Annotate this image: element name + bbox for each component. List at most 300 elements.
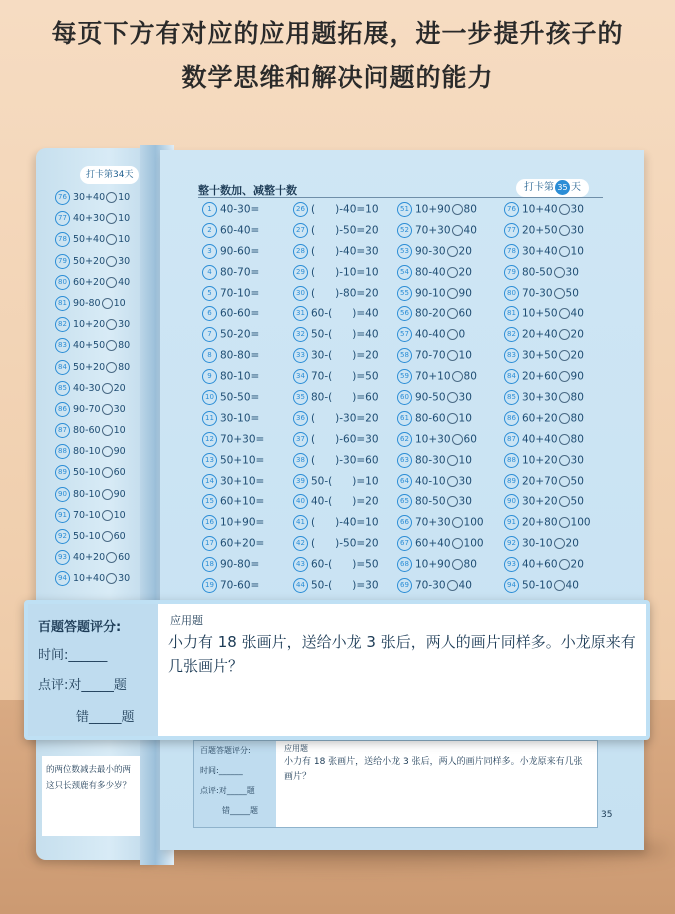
exercise-row — [504, 265, 591, 286]
exercise-expression: 50-10 — [73, 531, 101, 542]
exercise-row — [293, 390, 379, 411]
exercise-compare-value: 90 — [113, 488, 126, 500]
exercise-row — [504, 453, 591, 474]
exercise-expression: 40-10 — [415, 475, 446, 488]
exercise-expression[interactable]: 50-50= — [220, 391, 260, 404]
page-score-time: 时间:______ — [200, 766, 243, 775]
compare-circle[interactable] — [102, 489, 113, 500]
exercise-expression[interactable]: 60-( )=50 — [311, 558, 379, 571]
exercise-expression: 10+90 — [415, 203, 451, 216]
exercise-number: 9 — [202, 369, 217, 384]
exercise-row — [293, 474, 379, 495]
compare-circle[interactable] — [106, 573, 117, 584]
exercise-compare-value: 60 — [118, 552, 131, 564]
exercise-expression[interactable]: 70-60= — [220, 579, 260, 592]
exercise-number: 63 — [397, 453, 412, 468]
exercise-expression: 70-70 — [415, 349, 446, 362]
exercise-row — [202, 494, 264, 515]
exercise-row — [293, 578, 379, 599]
exercise-expression: 90-80 — [73, 297, 101, 309]
compare-circle[interactable] — [102, 404, 113, 415]
exercise-row — [504, 202, 591, 223]
exercise-row — [55, 381, 145, 402]
section-title: 整十数加、减整十数 — [198, 184, 297, 197]
exercise-expression: 80-30 — [415, 454, 446, 467]
exercise-expression: 80-60 — [73, 425, 101, 437]
exercise-expression[interactable]: 40-30= — [220, 203, 260, 216]
compare-circle[interactable] — [559, 517, 570, 528]
exercise-compare-value: 30 — [118, 319, 131, 331]
exercise-row — [293, 223, 379, 244]
exercise-expression[interactable]: 60-60= — [220, 307, 260, 320]
exercise-expression: 90-70 — [73, 403, 101, 415]
exercise-row — [293, 348, 379, 369]
left-exercise-list — [55, 190, 145, 593]
exercise-number: 67 — [397, 536, 412, 551]
compare-circle[interactable] — [106, 277, 117, 288]
exercise-number: 31 — [293, 306, 308, 321]
exercise-compare-value: 10 — [458, 412, 472, 425]
exercise-expression[interactable]: ( )-10=10 — [311, 266, 379, 279]
callout-problem-label: 应用题 — [170, 614, 203, 627]
compare-circle[interactable] — [554, 288, 565, 299]
exercise-row — [504, 557, 591, 578]
compare-circle[interactable] — [452, 204, 463, 215]
compare-circle[interactable] — [106, 256, 117, 267]
exercise-compare-value: 10 — [118, 213, 131, 225]
exercise-expression: 10+40 — [73, 573, 106, 585]
exercise-compare-value: 30 — [570, 203, 584, 216]
page-problem-label: 应用题 — [284, 744, 308, 753]
compare-circle[interactable] — [447, 288, 458, 299]
exercise-expression[interactable]: 50+10= — [220, 454, 265, 467]
exercise-number: 79 — [504, 265, 519, 280]
exercise-number: 78 — [504, 244, 519, 259]
exercise-expression: 40+30 — [73, 213, 106, 225]
exercise-compare-value: 10 — [118, 192, 131, 203]
compare-circle[interactable] — [452, 559, 463, 570]
compare-circle[interactable] — [559, 392, 570, 403]
callout-score-wrong: 错_____题 — [76, 710, 135, 725]
callout-problem-text: 小力有 18 张画片，送给小龙 3 张后，两人的画片同样多。小龙原来有几张画片？ — [168, 633, 636, 675]
exercise-row — [504, 536, 591, 557]
page-score-title: 百题答题评分: — [200, 746, 251, 755]
compare-circle[interactable] — [447, 308, 458, 319]
exercise-number: 65 — [397, 494, 412, 509]
exercise-compare-value: 90 — [458, 287, 472, 300]
right-day-badge — [516, 179, 589, 197]
compare-circle[interactable] — [447, 580, 458, 591]
exercise-number: 1 — [202, 202, 217, 217]
exercise-row — [202, 348, 264, 369]
compare-circle[interactable] — [106, 340, 117, 351]
exercise-row — [504, 494, 591, 515]
exercise-number: 52 — [397, 223, 412, 238]
exercise-expression: 90-50 — [415, 391, 446, 404]
compare-circle[interactable] — [102, 467, 113, 478]
exercise-number: 30 — [293, 286, 308, 301]
exercise-number: 84 — [504, 369, 519, 384]
exercise-row — [55, 529, 145, 550]
exercise-row — [202, 327, 264, 348]
exercise-row — [293, 453, 379, 474]
callout-score-panel — [28, 604, 158, 736]
exercise-row — [293, 515, 379, 536]
exercise-compare-value: 30 — [570, 454, 584, 467]
exercise-number: 34 — [293, 369, 308, 384]
exercise-compare-value: 10 — [570, 245, 584, 258]
exercise-compare-value: 30 — [565, 266, 579, 279]
exercise-number: 43 — [293, 557, 308, 572]
exercise-expression[interactable]: 70+30= — [220, 433, 265, 446]
compare-circle[interactable] — [447, 455, 458, 466]
exercise-number: 18 — [202, 557, 217, 572]
compare-circle[interactable] — [554, 267, 565, 278]
exercise-expression[interactable]: 50-( )=10 — [311, 475, 379, 488]
exercise-compare-value: 40 — [463, 224, 477, 237]
compare-circle[interactable] — [102, 298, 113, 309]
exercise-expression: 70-30 — [522, 287, 553, 300]
exercise-expression[interactable]: ( )-30=20 — [311, 412, 379, 425]
exercise-row — [55, 465, 145, 486]
exercise-expression[interactable]: 50-20= — [220, 328, 260, 341]
exercise-expression[interactable]: 90-80= — [220, 558, 260, 571]
exercise-row — [202, 223, 264, 244]
exercise-number: 86 — [504, 411, 519, 426]
exercise-number: 62 — [397, 432, 412, 447]
exercise-expression[interactable]: ( )-60=30 — [311, 433, 379, 446]
exercise-expression: 10+20 — [522, 454, 558, 467]
exercise-number: 26 — [293, 202, 308, 217]
exercise-row — [55, 508, 145, 529]
exercise-column-3 — [397, 202, 484, 599]
exercise-expression: 70-30 — [415, 579, 446, 592]
exercise-number: 4 — [202, 265, 217, 280]
exercise-number: 91 — [504, 515, 519, 530]
exercise-expression[interactable]: 30-( )=20 — [311, 349, 379, 362]
exercise-number: 88 — [504, 453, 519, 468]
exercise-row — [293, 557, 379, 578]
compare-circle[interactable] — [559, 559, 570, 570]
exercise-number: 41 — [293, 515, 308, 530]
page-score-correct: 点评:对_____题 — [200, 786, 255, 795]
page-word-problem-box — [193, 740, 598, 828]
exercise-expression[interactable]: 50-( )=30 — [311, 579, 379, 592]
exercise-compare-value: 90 — [113, 446, 126, 458]
exercise-compare-value: 30 — [458, 391, 472, 404]
exercise-compare-value: 100 — [463, 537, 484, 550]
compare-circle[interactable] — [554, 538, 565, 549]
exercise-expression: 40+20 — [73, 552, 106, 564]
exercise-row — [397, 327, 484, 348]
compare-circle[interactable] — [452, 538, 463, 549]
compare-circle[interactable] — [447, 392, 458, 403]
exercise-expression: 80-60 — [415, 412, 446, 425]
compare-circle[interactable] — [106, 362, 117, 373]
exercise-number: 7 — [202, 327, 217, 342]
compare-circle[interactable] — [554, 580, 565, 591]
exercise-row — [293, 411, 379, 432]
compare-circle[interactable] — [452, 434, 463, 445]
exercise-row — [504, 286, 591, 307]
exercise-expression[interactable]: 80-( )=60 — [311, 391, 379, 404]
exercise-expression[interactable]: ( )-30=60 — [311, 454, 379, 467]
exercise-compare-value: 80 — [570, 412, 584, 425]
exercise-row — [397, 557, 484, 578]
compare-circle[interactable] — [106, 552, 117, 563]
exercise-row — [293, 286, 379, 307]
exercise-number: 51 — [397, 202, 412, 217]
compare-circle[interactable] — [447, 246, 458, 257]
compare-circle[interactable] — [102, 383, 113, 394]
compare-circle[interactable] — [559, 329, 570, 340]
exercise-number: 77 — [55, 211, 70, 226]
compare-circle[interactable] — [447, 476, 458, 487]
exercise-compare-value: 10 — [458, 454, 472, 467]
exercise-expression: 20+40 — [522, 328, 558, 341]
exercise-row — [55, 232, 145, 253]
exercise-compare-value: 20 — [565, 537, 579, 550]
exercise-number: 28 — [293, 244, 308, 259]
exercise-row — [504, 348, 591, 369]
exercise-expression[interactable]: 60+10= — [220, 495, 265, 508]
compare-circle[interactable] — [452, 371, 463, 382]
exercise-row — [293, 327, 379, 348]
compare-circle[interactable] — [559, 308, 570, 319]
exercise-row — [504, 474, 591, 495]
exercise-expression[interactable]: 50-( )=40 — [311, 328, 379, 341]
page-problem-text: 小力有 18 张画片，送给小龙 3 张后，两人的画片同样多。小龙原来有几张画片？ — [284, 757, 583, 782]
exercise-expression: 60+20 — [522, 412, 558, 425]
compare-circle[interactable] — [452, 517, 463, 528]
exercise-expression: 50-10 — [522, 579, 553, 592]
compare-circle[interactable] — [102, 510, 113, 521]
compare-circle[interactable] — [106, 213, 117, 224]
exercise-compare-value: 20 — [570, 558, 584, 571]
compare-circle[interactable] — [559, 496, 570, 507]
exercise-expression: 20+50 — [522, 224, 558, 237]
exercise-row — [397, 536, 484, 557]
exercise-expression[interactable]: 80-10= — [220, 370, 260, 383]
exercise-compare-value: 30 — [458, 495, 472, 508]
exercise-compare-value: 30 — [458, 475, 472, 488]
exercise-number: 91 — [55, 508, 70, 523]
exercise-expression[interactable]: 30+10= — [220, 475, 265, 488]
exercise-expression[interactable]: ( )-50=20 — [311, 537, 379, 550]
exercise-expression[interactable]: ( )-50=20 — [311, 224, 379, 237]
exercise-compare-value: 40 — [565, 579, 579, 592]
exercise-expression: 40-40 — [415, 328, 446, 341]
exercise-row — [55, 296, 145, 317]
exercise-expression[interactable]: 70-( )=50 — [311, 370, 379, 383]
exercise-expression: 70+30 — [415, 224, 451, 237]
compare-circle[interactable] — [559, 434, 570, 445]
compare-circle[interactable] — [559, 455, 570, 466]
exercise-compare-value: 20 — [458, 245, 472, 258]
exercise-row — [504, 432, 591, 453]
exercise-number: 56 — [397, 306, 412, 321]
exercise-expression[interactable]: 60-( )=40 — [311, 307, 379, 320]
compare-circle[interactable] — [106, 234, 117, 245]
exercise-row — [293, 369, 379, 390]
exercise-compare-value: 80 — [463, 203, 477, 216]
exercise-row — [55, 402, 145, 423]
compare-circle[interactable] — [559, 476, 570, 487]
exercise-expression: 60+40 — [415, 537, 451, 550]
title-divider — [198, 197, 603, 198]
exercise-row — [397, 474, 484, 495]
exercise-number: 55 — [397, 286, 412, 301]
exercise-row — [55, 550, 145, 571]
exercise-number: 79 — [55, 254, 70, 269]
exercise-expression[interactable]: 30-10= — [220, 412, 260, 425]
exercise-number: 83 — [504, 348, 519, 363]
compare-circle[interactable] — [102, 425, 113, 436]
exercise-number: 76 — [55, 190, 70, 205]
exercise-number: 61 — [397, 411, 412, 426]
exercise-number: 94 — [55, 571, 70, 586]
exercise-number: 77 — [504, 223, 519, 238]
compare-circle[interactable] — [559, 350, 570, 361]
exercise-row — [55, 423, 145, 444]
exercise-number: 76 — [504, 202, 519, 217]
compare-circle[interactable] — [106, 319, 117, 330]
exercise-expression: 30+20 — [522, 495, 558, 508]
exercise-expression[interactable]: 80-80= — [220, 349, 260, 362]
compare-circle[interactable] — [106, 192, 117, 203]
exercise-compare-value: 50 — [565, 287, 579, 300]
exercise-expression: 80-50 — [415, 495, 446, 508]
exercise-expression[interactable]: 60-40= — [220, 224, 260, 237]
exercise-number: 89 — [55, 465, 70, 480]
compare-circle[interactable] — [559, 204, 570, 215]
exercise-compare-value: 60 — [113, 467, 126, 479]
exercise-number: 78 — [55, 232, 70, 247]
exercise-row — [55, 571, 145, 592]
exercise-number: 81 — [55, 296, 70, 311]
exercise-expression: 90-10 — [415, 287, 446, 300]
exercise-expression: 10+90 — [415, 558, 451, 571]
compare-circle[interactable] — [559, 371, 570, 382]
compare-circle[interactable] — [447, 329, 458, 340]
exercise-row — [202, 536, 264, 557]
exercise-number: 36 — [293, 411, 308, 426]
badge-prefix: 打卡第 — [524, 182, 554, 193]
exercise-row — [293, 432, 379, 453]
exercise-row — [55, 254, 145, 275]
exercise-column-4 — [504, 202, 591, 599]
exercise-number: 42 — [293, 536, 308, 551]
exercise-row — [202, 453, 264, 474]
exercise-expression: 40-30 — [73, 382, 101, 394]
exercise-number: 5 — [202, 286, 217, 301]
exercise-column-2 — [293, 202, 379, 599]
exercise-number: 39 — [293, 474, 308, 489]
exercise-compare-value: 60 — [458, 307, 472, 320]
compare-circle[interactable] — [447, 413, 458, 424]
compare-circle[interactable] — [102, 446, 113, 457]
headline-line-2: 数学思维和解决问题的能力 — [181, 63, 494, 92]
exercise-row — [397, 244, 484, 265]
exercise-expression[interactable]: 10+90= — [220, 516, 265, 529]
exercise-number: 81 — [504, 306, 519, 321]
compare-circle[interactable] — [559, 413, 570, 424]
exercise-expression: 40+50 — [73, 340, 106, 352]
exercise-number: 84 — [55, 360, 70, 375]
compare-circle[interactable] — [559, 246, 570, 257]
exercise-row — [397, 223, 484, 244]
exercise-expression[interactable]: 60+20= — [220, 537, 265, 550]
compare-circle[interactable] — [447, 267, 458, 278]
exercise-row — [202, 432, 264, 453]
exercise-compare-value: 100 — [570, 516, 591, 529]
exercise-number: 29 — [293, 265, 308, 280]
exercise-number: 12 — [202, 432, 217, 447]
exercise-compare-value: 10 — [118, 234, 131, 246]
exercise-expression[interactable]: ( )-40=10 — [311, 203, 379, 216]
exercise-compare-value: 80 — [118, 361, 131, 373]
exercise-row — [202, 578, 264, 599]
exercise-number: 85 — [55, 381, 70, 396]
exercise-expression: 10+50 — [522, 307, 558, 320]
exercise-expression[interactable]: 40-( )=20 — [311, 495, 379, 508]
exercise-number: 92 — [55, 529, 70, 544]
compare-circle[interactable] — [452, 225, 463, 236]
exercise-expression: 70+10 — [415, 370, 451, 383]
exercise-number: 80 — [55, 275, 70, 290]
compare-circle[interactable] — [447, 350, 458, 361]
exercise-expression[interactable]: ( )-40=10 — [311, 516, 379, 529]
exercise-row — [293, 202, 379, 223]
exercise-compare-value: 30 — [118, 573, 131, 585]
exercise-number: 87 — [504, 432, 519, 447]
compare-circle[interactable] — [447, 496, 458, 507]
exercise-row — [202, 369, 264, 390]
exercise-expression[interactable]: ( )-40=30 — [311, 245, 379, 258]
exercise-row — [397, 286, 484, 307]
exercise-compare-value: 90 — [570, 370, 584, 383]
exercise-expression: 60+20 — [73, 276, 106, 288]
exercise-compare-value: 80 — [570, 433, 584, 446]
exercise-expression[interactable]: 90-60= — [220, 245, 260, 258]
exercise-row — [202, 286, 264, 307]
exercise-row — [504, 223, 591, 244]
exercise-row — [504, 244, 591, 265]
exercise-expression: 80-10 — [73, 446, 101, 458]
exercise-number: 60 — [397, 390, 412, 405]
exercise-expression[interactable]: 80-70= — [220, 266, 260, 279]
compare-circle[interactable] — [559, 225, 570, 236]
exercise-number: 27 — [293, 223, 308, 238]
exercise-compare-value: 40 — [118, 276, 131, 288]
exercise-row — [397, 411, 484, 432]
exercise-row — [397, 453, 484, 474]
left-day-badge: 打卡第34天 — [80, 166, 139, 184]
exercise-compare-value: 20 — [570, 328, 584, 341]
exercise-expression: 30+50 — [522, 349, 558, 362]
exercise-number: 54 — [397, 265, 412, 280]
exercise-row — [504, 327, 591, 348]
compare-circle[interactable] — [102, 531, 113, 542]
exercise-number: 68 — [397, 557, 412, 572]
exercise-expression[interactable]: ( )-80=20 — [311, 287, 379, 300]
exercise-row — [397, 306, 484, 327]
exercise-expression: 50-10 — [73, 467, 101, 479]
exercise-number: 83 — [55, 338, 70, 353]
exercise-number: 16 — [202, 515, 217, 530]
exercise-expression: 40+60 — [522, 558, 558, 571]
exercise-expression[interactable]: 70-10= — [220, 287, 260, 300]
